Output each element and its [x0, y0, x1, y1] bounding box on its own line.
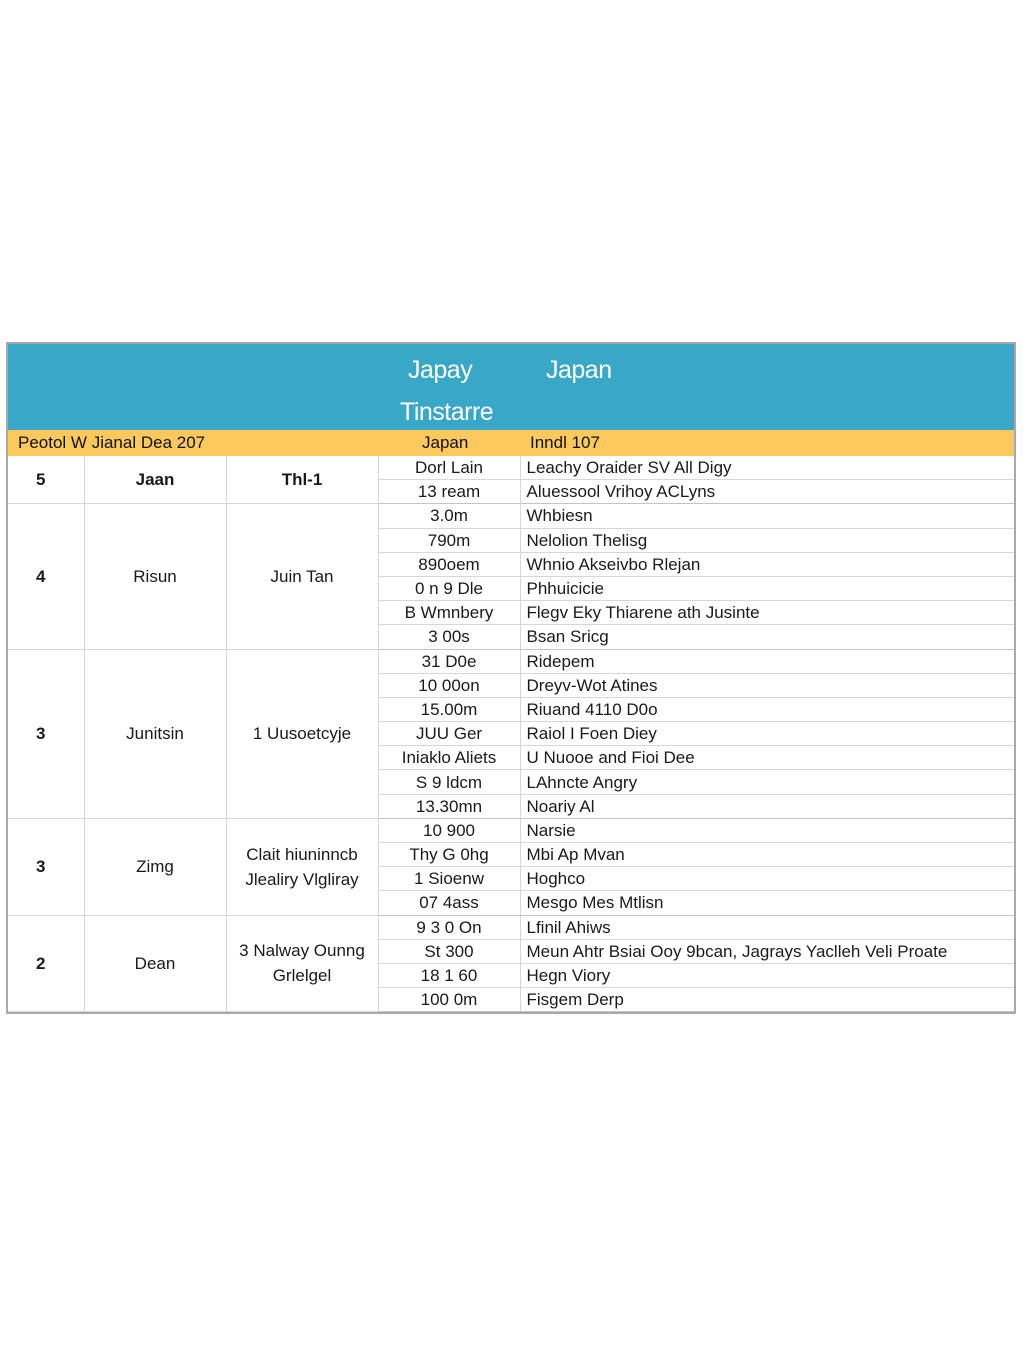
detail-cell: Bsan Sricg [520, 625, 1014, 649]
value-cell: 100 0m [378, 988, 520, 1012]
detail-cell: Noariy Al [520, 794, 1014, 818]
table-row [8, 649, 1014, 673]
value-cell: 10 900 [378, 818, 520, 842]
detail-cell: Phhuicicie [520, 576, 1014, 600]
banner-title-b: Japan [546, 356, 612, 384]
group-description-cell: Juin Tan [226, 504, 378, 649]
header-left-label: Peotol W Jianal Dea 207 [18, 433, 206, 452]
table-row [8, 915, 1014, 939]
detail-cell: Mbi Ap Mvan [520, 843, 1014, 867]
detail-cell: Riuand 4110 D0o [520, 697, 1014, 721]
detail-cell: Meun Ahtr Bsiai Ooy 9bcan, Jagrays Yaclleh Veli Proate [520, 939, 1014, 963]
detail-cell: Leachy Oraider SV All Digy [520, 456, 1014, 480]
detail-cell: Raiol I Foen Diey [520, 722, 1014, 746]
value-cell: JUU Ger [378, 722, 520, 746]
value-cell: 10 00on [378, 673, 520, 697]
group-name-cell: Junitsin [84, 649, 226, 818]
value-cell: 3.0m [378, 504, 520, 528]
group-name-cell: Jaan [84, 456, 226, 504]
grid-body [8, 456, 1014, 1012]
detail-cell: Fisgem Derp [520, 988, 1014, 1012]
banner-title-a: Japay [408, 356, 473, 384]
value-cell: 890oem [378, 552, 520, 576]
group-number-cell: 2 [8, 915, 84, 1012]
detail-cell: U Nuooe and Fioi Dee [520, 746, 1014, 770]
value-cell: B Wmnbery [378, 601, 520, 625]
detail-cell: Lfinil Ahiws [520, 915, 1014, 939]
value-cell: 13.30mn [378, 794, 520, 818]
value-cell: Thy G 0hg [378, 843, 520, 867]
value-cell: 15.00m [378, 697, 520, 721]
value-cell: 13 ream [378, 480, 520, 504]
value-cell: 9 3 0 On [378, 915, 520, 939]
value-cell: 18 1 60 [378, 963, 520, 987]
group-number-cell: 3 [8, 818, 84, 915]
value-cell: 07 4ass [378, 891, 520, 915]
group-number-cell: 5 [8, 456, 84, 504]
detail-cell: Whnio Akseivbo Rlejan [520, 552, 1014, 576]
detail-cell: Hegn Viory [520, 963, 1014, 987]
group-number-cell: 3 [8, 649, 84, 818]
detail-cell: Flegv Eky Thiarene ath Jusinte [520, 601, 1014, 625]
header-row [8, 430, 1014, 456]
group-name-cell: Risun [84, 504, 226, 649]
group-name-cell: Zimg [84, 818, 226, 915]
detail-cell: Aluessool Vrihoy ACLyns [520, 480, 1014, 504]
value-cell: Dorl Lain [378, 456, 520, 480]
table-row [8, 456, 1014, 480]
value-cell: 0 n 9 Dle [378, 576, 520, 600]
value-cell: 1 Sioenw [378, 867, 520, 891]
value-cell: 790m [378, 528, 520, 552]
group-description-cell: Clait hiuninncb Jlealiry Vlgliray [226, 818, 378, 915]
value-cell: Iniaklo Aliets [378, 746, 520, 770]
banner-title-c: Tinstarre [400, 398, 494, 426]
title-banner [8, 344, 1014, 430]
detail-cell: Ridepem [520, 649, 1014, 673]
spreadsheet-table [6, 342, 1016, 1014]
detail-cell: Dreyv-Wot Atines [520, 673, 1014, 697]
group-number-cell: 4 [8, 504, 84, 649]
value-cell: 31 D0e [378, 649, 520, 673]
detail-cell: Narsie [520, 818, 1014, 842]
group-description-cell: Thl-1 [226, 456, 378, 504]
table-row [8, 504, 1014, 528]
group-description-cell: 3 Nalway Ounng Grlelgel [226, 915, 378, 1012]
value-cell: St 300 [378, 939, 520, 963]
detail-cell: LAhncte Angry [520, 770, 1014, 794]
detail-cell: Hoghco [520, 867, 1014, 891]
header-right-label: Inndl 107 [530, 433, 600, 452]
detail-cell: Mesgo Mes Mtlisn [520, 891, 1014, 915]
group-name-cell: Dean [84, 915, 226, 1012]
group-description-cell: 1 Uusoetcyje [226, 649, 378, 818]
value-cell: S 9 ldcm [378, 770, 520, 794]
detail-cell: Nelolion Thelisg [520, 528, 1014, 552]
detail-cell: Whbiesn [520, 504, 1014, 528]
header-middle-label: Japan [422, 433, 469, 452]
table-row [8, 818, 1014, 842]
data-grid [8, 456, 1014, 1012]
value-cell: 3 00s [378, 625, 520, 649]
